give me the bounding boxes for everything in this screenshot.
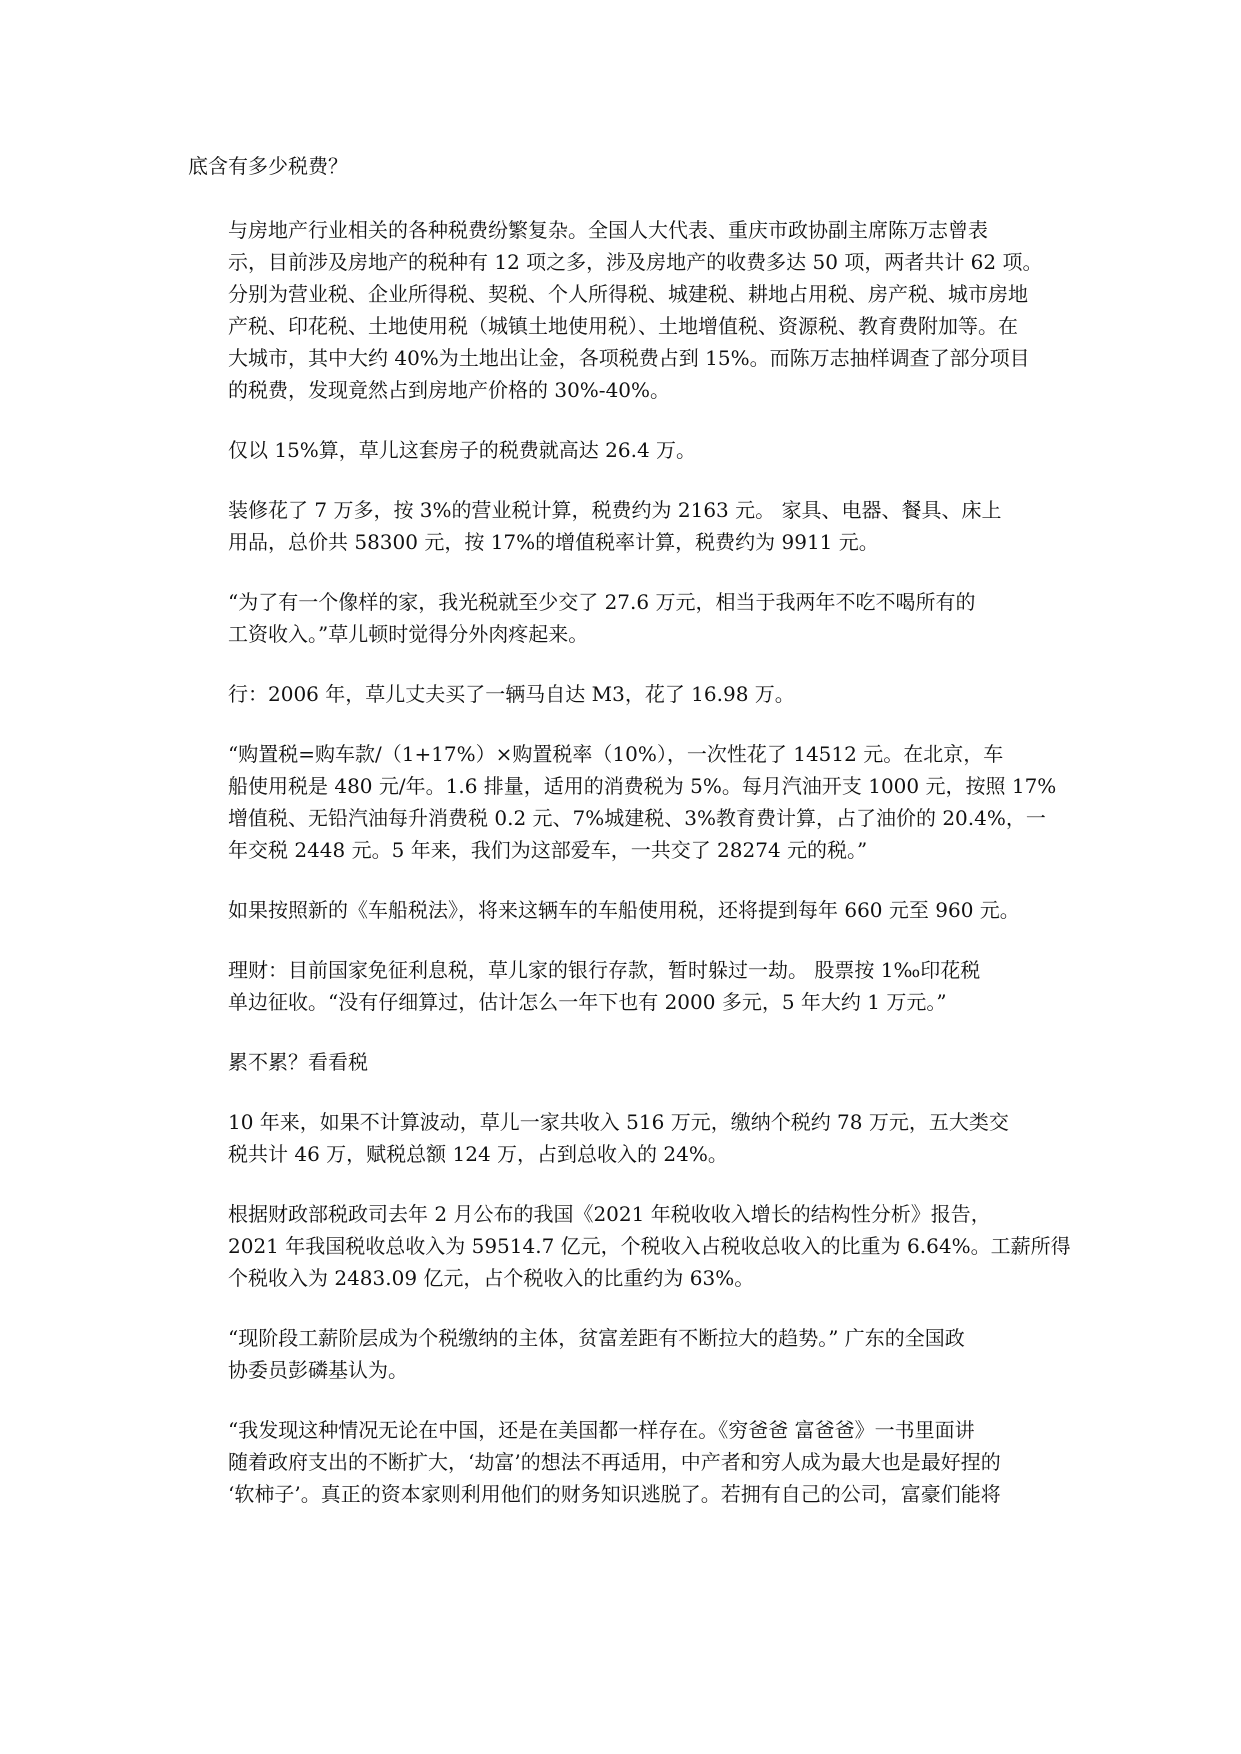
- text-line: 与房地产行业相关的各种税费纷繁复杂。全国人大代表、重庆市政协副主席陈万志曾表: [228, 218, 988, 242]
- text-line: 底含有多少税费？: [188, 154, 348, 178]
- text-line: 分别为营业税、企业所得税、契税、个人所得税、城建税、耕地占用税、房产税、城市房地: [228, 282, 1028, 306]
- document-body: [188, 150, 1071, 1538]
- text-line: 仅以 15%算，草儿这套房子的税费就高达 26.4 万。: [228, 438, 697, 462]
- paragraph-house-tax: [188, 434, 1056, 466]
- paragraph-vehicle-tax-law: [188, 894, 1056, 926]
- text-line: 用品，总价共 58300 元，按 17%的增值税率计算，税费约为 9911 元。: [228, 530, 879, 554]
- text-line: 10 年来，如果不计算波动，草儿一家共收入 516 万元，缴纳个税约 78 万元，五大类交: [228, 1110, 1009, 1134]
- text-line: 装修花了 7 万多，按 3%的营业税计算，税费约为 2163 元。 家具、电器、餐具、床上: [228, 498, 1002, 522]
- text-line: 船使用税是 480 元/年。1.6 排量，适用的消费税为 5%。每月汽油开支 1000 元，按照 17%: [228, 774, 1057, 798]
- paragraph-rich-dad-quote: [188, 1414, 1056, 1510]
- text-line: 如果按照新的《车船税法》，将来这辆车的车船使用税，还将提到每年 660 元至 960 元。: [228, 898, 1020, 922]
- text-line: 根据财政部税政司去年 2 月公布的我国《2021 年税收收入增长的结构性分析》报告，: [228, 1202, 991, 1226]
- paragraph-home-quote: [188, 586, 1056, 650]
- text-line: “现阶段工薪阶层成为个税缴纳的主体，贫富差距有不断拉大的趋势。” 广东的全国政: [228, 1326, 965, 1350]
- text-line: 增值税、无铅汽油每升消费税 0.2 元、7%城建税、3%教育费计算，占了油价的 20.4%，一: [228, 806, 1046, 830]
- text-line: 年交税 2448 元。5 年来，我们为这部爱车，一共交了 28274 元的税。”: [228, 838, 868, 862]
- paragraph-heading-fragment: [188, 150, 1056, 182]
- text-line: 个税收入为 2483.09 亿元，占个税收入的比重约为 63%。: [228, 1266, 755, 1290]
- paragraph-finance: [188, 954, 1056, 1018]
- paragraph-wage-earners-quote: [188, 1322, 1056, 1386]
- text-line: 产税、印花税、土地使用税（城镇土地使用税）、土地增值税、资源税、教育费附加等。在: [228, 314, 1018, 338]
- text-line: “为了有一个像样的家，我光税就至少交了 27.6 万元，相当于我两年不吃不喝所有的: [228, 590, 976, 614]
- paragraph-subheading: [188, 1046, 1056, 1078]
- text-line: “购置税=购车款/（1+17%）×购置税率（10%），一次性花了 14512 元。在北京，车: [228, 742, 1004, 766]
- text-line: 税共计 46 万，赋税总额 124 万，占到总收入的 24%。: [228, 1142, 728, 1166]
- text-line: 单边征收。“没有仔细算过，估计怎么一年下也有 2000 多元，5 年大约 1 万元。”: [228, 990, 947, 1014]
- text-line: 累不累？看看税: [228, 1050, 368, 1074]
- text-line: 工资收入。”草儿顿时觉得分外肉疼起来。: [228, 622, 589, 646]
- paragraph-real-estate-taxes: [188, 214, 1056, 406]
- text-line: “我发现这种情况无论在中国，还是在美国都一样存在。《穷爸爸 富爸爸》一书里面讲: [228, 1418, 975, 1442]
- text-line: 理财：目前国家免征利息税，草儿家的银行存款，暂时躲过一劫。 股票按 1‰印花税: [228, 958, 981, 982]
- paragraph-tax-report: [188, 1198, 1071, 1294]
- text-line: ‘软柿子’。真正的资本家则利用他们的财务知识逃脱了。若拥有自己的公司，富豪们能将: [228, 1482, 1001, 1506]
- paragraph-decoration-tax: [188, 494, 1056, 558]
- paragraph-ten-year-summary: [188, 1106, 1056, 1170]
- text-line: 的税费，发现竟然占到房地产价格的 30%-40%。: [228, 378, 671, 402]
- text-line: 示，目前涉及房地产的税种有 12 项之多，涉及房地产的收费多达 50 项，两者共计 62 项。: [228, 250, 1043, 274]
- paragraph-car-purchase: [188, 678, 1056, 710]
- text-line: 2021 年我国税收总收入为 59514.7 亿元，个税收入占税收总收入的比重为 6.64%。工薪所得: [228, 1234, 1071, 1258]
- text-line: 协委员彭磷基认为。: [228, 1358, 408, 1382]
- text-line: 大城市，其中大约 40%为土地出让金，各项税费占到 15%。而陈万志抽样调查了部分项目: [228, 346, 1030, 370]
- text-line: 行：2006 年，草儿丈夫买了一辆马自达 M3，花了 16.98 万。: [228, 682, 795, 706]
- paragraph-car-taxes: [188, 738, 1056, 866]
- text-line: 随着政府支出的不断扩大，‘劫富’的想法不再适用，中产者和穷人成为最大也是最好捏的: [228, 1450, 1001, 1474]
